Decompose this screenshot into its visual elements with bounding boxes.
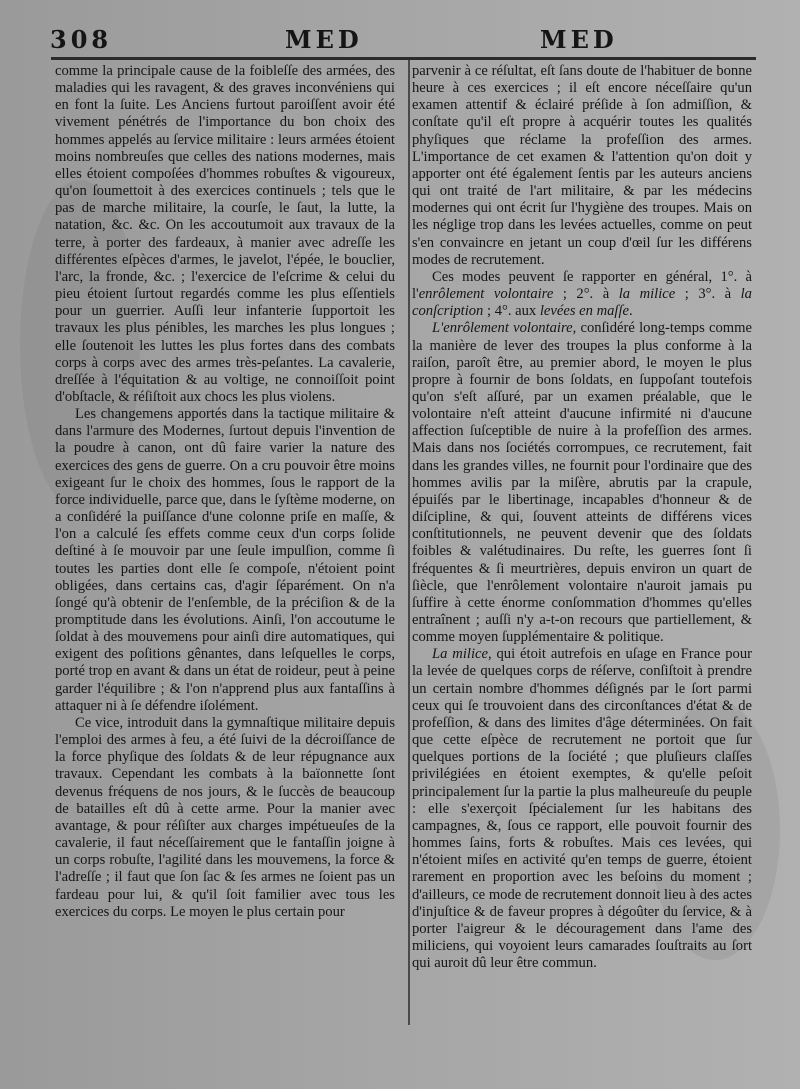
recruitment-separator-1: ; 2°. à	[553, 286, 619, 303]
right-text-column	[412, 63, 752, 1023]
militia-heading-term: La milice	[432, 646, 488, 663]
recruitment-modes-paragraph	[412, 269, 752, 320]
term-militia: la milice	[618, 286, 676, 303]
recruitment-separator-3: ; 4°. aux	[483, 303, 540, 320]
left-paragraph-1: comme la principale cause de la foibleſſe des armées, des maladies qui les ravagent, & des graves inconvéniens qui en font la ſuite. Les Anciens furtout paroiſſent avoir été vivement pénétrés de l'importance du bon choix des hommes appelés au ſervice militaire : leurs armées étoient moins nombreuſes que celles des nations modernes, mais elles étoient compoſées d'hommes robuſtes & vigoureux, qu'on ſoumettoit à des exercices continuels ; tels que le pas de marche militaire, la courſe, le ſaut, la lutte, la natation, &c. &c. On les accoutumoit aux travaux de la terre, à porter des fardeaux, à manier avec adreſſe les différentes eſpèces d'armes, le javelot, l'épée, le bouclier, l'arc, la fronde, &c. ; l'exercice de l'eſcrime & celui du pieu étoient ſurtout regardés comme les plus eſſentiels pour un guerrier. Auſſi leur infanterie ſupportoit les travaux les plus pénibles, les marches les plus longues ; elle ſoutenoit les luttes les plus fortes dans des combats corps à corps avec des armes très-peſantes. La cavalerie, dreſſée à l'équitation & au voltige, ne connoiſſoit point d'obſtacle, & réſiſtoit aux chocs les plus violens.	[55, 63, 395, 405]
left-text-column	[55, 63, 395, 1023]
left-paragraph-2: Les changemens apportés dans la tactique militaire & dans l'armure des Modernes, ſurtout depuis l'invention de la poudre à canon, ont dû faire varier la nature des exercices des gens de guerre. On a cru pouvoir être moins exigeant ſur le choix des hommes, ſous le rapport de la force individuelle, parce que, dans le ſyſtème moderne, on a conſidéré la puiſſance d'une colonne priſe en maſſe, & l'on a calculé ſes effets comme ceux d'un corps ſolide deſtiné à ſe mouvoir par une ſeule impulſion, comme ſi toutes les parties dont elle ſe compoſe, n'étoient point obligées, dans certains cas, d'agir ſéparément. On n'a ſongé qu'à obtenir de l'enſemble, de la préciſion & de la promptitude dans les évolutions. Ainſi, l'on accoutume le ſoldat à des mouvemens pour ainſi dire automatiques, qui exigent des poſitions gênantes, dans leſquelles le corps, porté trop en avant & dans un état de roideur, peut à peine garder l'équilibre ; & l'on n'apprend plus aux fantaſſins à attaquer ni à ſe défendre iſolément.	[55, 406, 395, 714]
voluntary-enlistment-text: , conſidéré long-temps comme la manière de lever des troupes la plus conforme à la raiſon, paroît être, au premier abord, le moyen le plus propre à fournir de bons ſoldats, en ſuppoſant toutefois qu'on s'eſt aſſuré, par un examen préalable, que le volontaire n'eſt atteint d'aucune infirmité ni d'aucune affection ſuſceptible de nuire à la profeſſion des armes. Mais dans nos ſociétés corrompues, ce recrutement, fait dans les grandes villes, ne fournit pour l'ordinaire que des hommes avilis par la miſère, abrutis par la crapule, épuiſés par le libertinage, incapables d'honneur & de diſcipline, & qui, ſouvent atteints de différens vices conſtitutionnels, ne peuvent devenir que des ſoldats foibles & valétudinaires. Du reſte, les guerres ſont ſi fréquentes & ſi meurtrières, depuis environ un quart de ſiècle, que l'enrôlement volontaire n'auroit jamais pu ſuffire à cette énorme conſommation d'hommes qu'elles entraînent ; auſſi n'y a-t-on recours que partiellement, & comme moyen ſupplémentaire & politique.	[412, 320, 752, 646]
voluntary-enlistment-heading-term: L'enrôlement volontaire	[432, 320, 573, 337]
recruitment-separator-2: ; 3°. à	[675, 286, 741, 303]
page-header	[50, 25, 750, 55]
militia-paragraph	[412, 646, 752, 972]
page-number: 308	[50, 25, 113, 54]
term-voluntary-enlistment: enrôlement volontaire	[418, 286, 554, 303]
voluntary-enlistment-paragraph	[412, 320, 752, 646]
term-mass-levies: levées en maſſe	[539, 303, 629, 320]
left-paragraph-3: Ce vice, introduit dans la gymnaſtique militaire depuis l'emploi des armes à feu, a été ſuivi de la décroiſſance de la force phyſique des ſoldats & de leur répugnance aux travaux. Cependant les combats à la baïonnette ſont devenus fréquens de nos jours, & le ſuccès de beaucoup de batailles eſt dû à cette arme. Pour la manier avec avantage, & pour réſiſter aux charges impétueuſes de la cavalerie, il faut néceſſairement que le fantaſſin joigne à un corps robuſte, l'agilité dans les mouvemens, la force & l'adreſſe ; il faut que ſon ſac & ſes armes ne ſoient pas un fardeau pour lui, & qu'il ſoit familier avec tous les exercices du corps. Le moyen le plus certain pour	[55, 714, 395, 920]
column-divider	[408, 60, 410, 1025]
recruitment-modes-intro: Ces modes peuvent ſe rapporter en général, 1°. à l'	[412, 268, 752, 303]
right-paragraph-1: parvenir à ce réſultat, eſt ſans doute de l'habituer de bonne heure à ces exercices ; il eſt encore néceſſaire qu'un examen attentif & éclairé préſide à ſon admiſſion, & conſtate qu'il eſt propre à acquérir toutes les qualités phyſiques que réclame la profeſſion des armes. L'importance de cet examen & l'attention qu'on doit y apporter ont été également ſentis par les auteurs anciens qui ont traité de l'art militaire, & par les médecins modernes qui ont écrit ſur l'hygiène des troupes. Mais on les néglige trop dans les levées actuelles, comme on peut s'en convaincre en jetant un coup d'œil ſur les différens modes de recrutement.	[412, 63, 752, 268]
term-conscription: la conſcription	[412, 286, 752, 320]
recruitment-end-punctuation: .	[629, 303, 633, 320]
right-running-head: MED	[540, 25, 618, 54]
header-rule	[51, 57, 756, 60]
left-running-head: MED	[285, 25, 363, 54]
militia-text: , qui étoit autrefois en uſage en France pour la levée de quelques corps de réſerve, conſiſtoit à prendre un certain nombre d'hommes déſignés par le ſort parmi ceux qui ſe trouvoient dans des circonſtances d'état & de profeſſion, & dans des limites d'âge déterminées. On fait que cette eſpèce de recrutement ne portoit que ſur quelques portions de la ſociété ; que pluſieurs claſſes privilégiées en étoient exemptes, & qu'elle peſoit principalement ſur la partie la plus malheureuſe du peuple : elle s'exerçoit ſpécialement ſur les habitans des campagnes, &, ſous ce rapport, elle pouvoit fournir des hommes ſains, forts & robuſtes. Mais ces levées, qui n'étoient miſes en activité qu'en temps de guerre, étoient rarement en proportion avec les beſoins du moment ; d'ailleurs, ce mode de recrutement donnoit lieu à des actes d'injuſtice & de faveur propres à dégoûter du ſervice, & à porter l'aigreur & le découragement dans l'ame des miliciens, qui voyoient leurs camarades ſouſtraits au ſort qui auroit dû leur être commun.	[412, 646, 752, 972]
